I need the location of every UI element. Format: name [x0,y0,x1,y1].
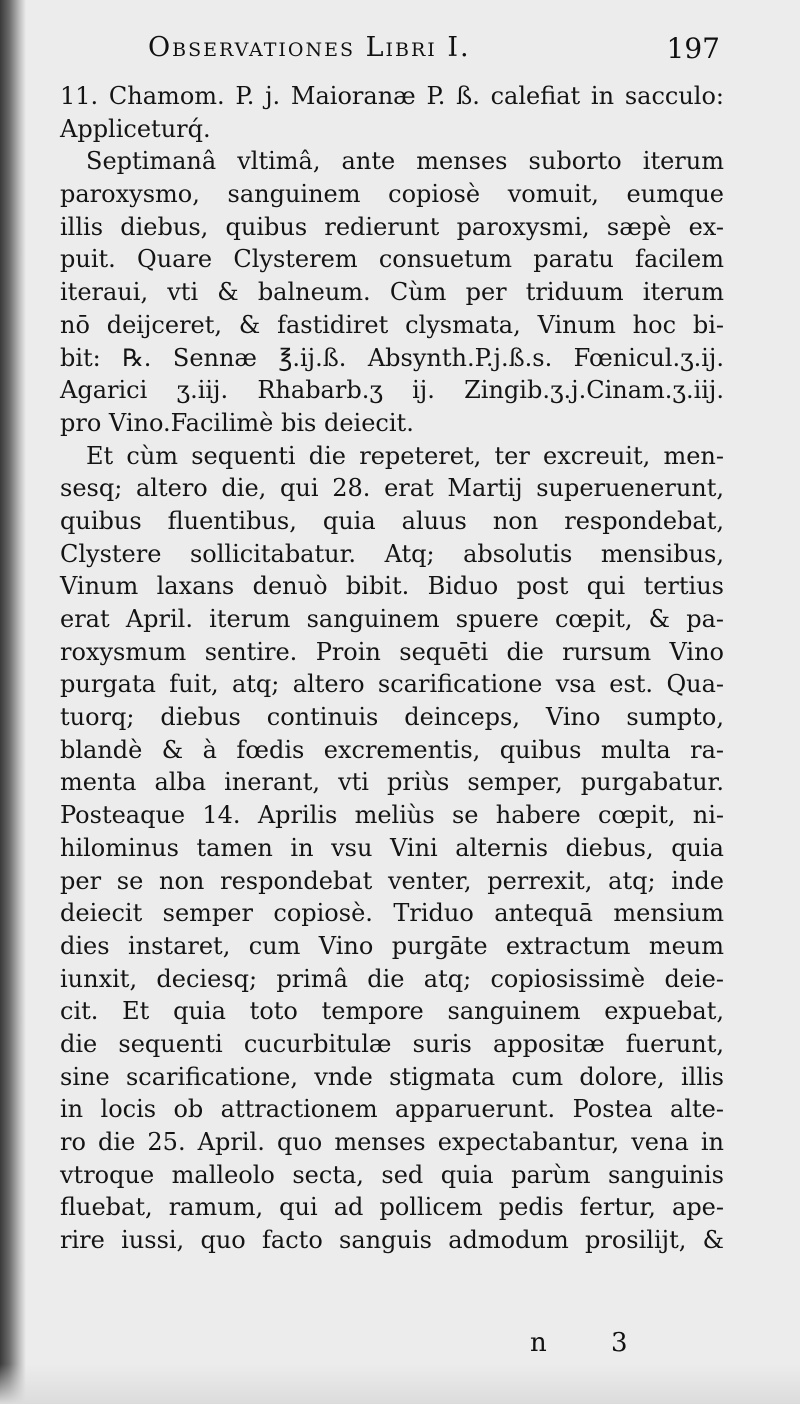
text-line: deiecit semper copiosè. Triduo antequā mensium [60,899,724,928]
text-line: iunxit, deciesq; primâ die atq; copiosissimè deie- [60,964,724,993]
text-line: erat April. iterum sanguinem spuere cœpit, & pa- [60,605,724,633]
text-line: Clystere sollicitabatur. Atq; absolutis mensibus, [60,539,724,568]
text-line: 11. Chamom. P. j. Maioranæ P. ß. calefiat in sacculo: [60,82,724,110]
text-line: paroxysmo, sanguinem copiosè vomuit, eumque [60,180,724,209]
text-line: menta alba inerant, vti priùs semper, purgabatur. [60,768,724,797]
text-line: illis diebus, quibus redierunt paroxysmi, sæpè ex- [60,212,724,241]
text-line: iteraui, vti & balneum. Cùm per triduum iterum [60,278,724,307]
text-line: vtroque malleolo secta, sed quia parùm sanguinis [60,1160,724,1189]
text-line: sesq; altero die, qui 28. erat Martij superuenerunt, [60,474,724,503]
text-line: fluebat, ramum, qui ad pollicem pedis fertur, ape- [60,1193,724,1222]
text-line: die sequenti cucurbitulæ suris appositæ fuerunt, [60,1029,724,1058]
signature-mark: n 3 [530,1328,656,1358]
text-line: roxysmum sentire. Proin sequēti die rursum Vino [60,637,724,666]
text-line: Vinum laxans denuò bibit. Biduo post qui tertius [60,572,724,601]
text-line: Posteaque 14. Aprilis meliùs se habere cœpit, ni- [60,801,724,830]
page-number: 197 [666,32,720,65]
page-bottom-edge [0,1364,800,1404]
text-line: puit. Quare Clysterem consuetum paratu facilem [60,245,724,274]
text-line: per se non respondebat venter, perrexit, atq; inde [60,866,724,895]
text-line: bit: ℞. Sennæ ℥.ij.ß. Absynth.P.j.ß.s. Fœnicul.ʒ.ij. [60,343,724,372]
text-line: Et cùm sequenti die repeteret, ter excreuit, men- [86,441,724,470]
binding-shadow [0,0,26,1404]
text-line: Appliceturq́. [60,114,211,143]
text-line: quibus fluentibus, quia aluus non respondebat, [60,506,724,535]
text-line: cit. Et quia toto tempore sanguinem expuebat, [60,997,724,1026]
text-line: tuorq; diebus continuis deinceps, Vino sumpto, [60,703,724,732]
text-line: in locis ob attractionem apparuerunt. Postea alte- [60,1095,724,1124]
running-head [60,28,720,80]
running-title: Observationes Libri I. [148,32,471,63]
text-line: pro Vino.Facilimè bis deiecit. [60,408,414,437]
text-line: Agarici ʒ.iij. Rhabarb.ʒ ij. Zingib.ʒ.j.Cinam.ʒ.iij. [60,376,724,405]
text-line: purgata fuit, atq; altero scarificatione vsa est. Qua- [60,670,724,699]
text-line: Septimanâ vltimâ, ante menses suborto iterum [86,147,724,176]
text-line: rire iussi, quo facto sanguis admodum prosilijt, & [60,1226,724,1255]
text-line: sine scarificatione, vnde stigmata cum dolore, illis [60,1062,724,1091]
text-line: blandè & à fœdis excrementis, quibus multa ra- [60,735,724,764]
text-line: dies instaret, cum Vino purgāte extractum meum [60,931,724,960]
text-line: ro die 25. April. quo menses expectabantur, vena in [60,1128,724,1156]
text-line: hilominus tamen in vsu Vini alternis diebus, quia [60,833,724,862]
text-line: nō deijceret, & fastidiret clysmata, Vinum hoc bi- [60,310,724,339]
body-text [60,80,724,1257]
